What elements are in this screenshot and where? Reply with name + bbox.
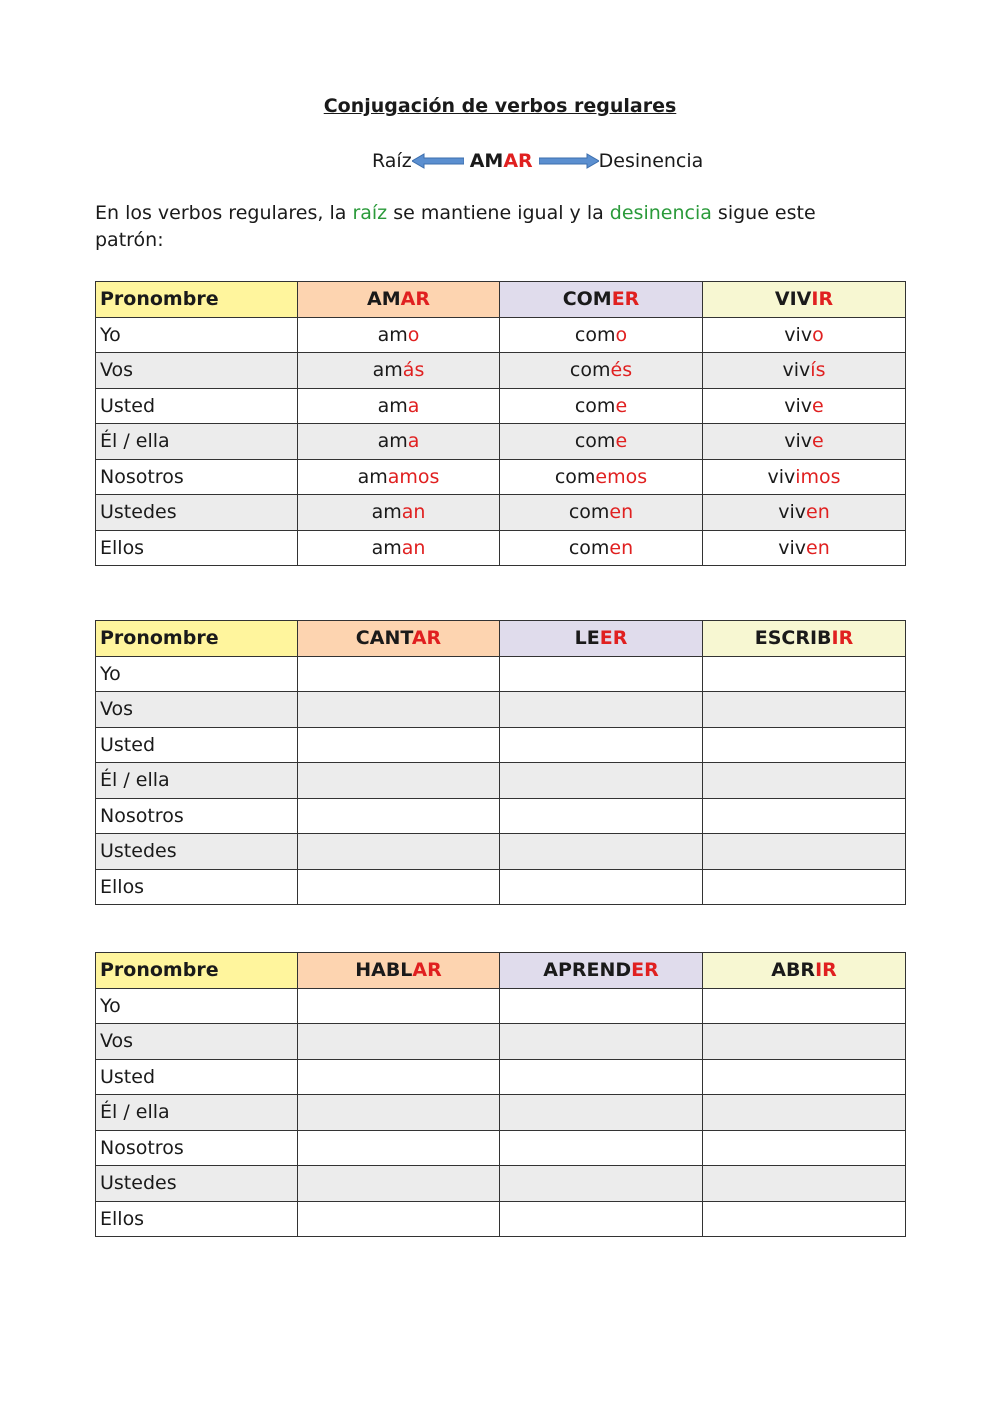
conjugation-table-example [95,281,906,566]
verb-header [703,282,906,318]
pronoun-cell: Ustedes [96,834,298,870]
pronoun-cell: Vos [96,353,298,389]
table-row [96,424,906,460]
answer-input-cell[interactable] [500,869,703,905]
answer-input-cell[interactable] [703,727,906,763]
form-root: com [554,465,596,488]
intro-text-2: se mantiene igual y la [387,202,610,224]
form-ending: o [812,323,824,346]
form-root: am [377,323,408,346]
answer-input-cell[interactable] [703,1130,906,1166]
form-ending: en [609,536,634,559]
table-row [96,1166,906,1202]
answer-input-cell[interactable] [703,656,906,692]
right-arrow-icon [539,153,599,169]
table-row [96,495,906,531]
form-ending: a [407,430,420,453]
verb-root: VIV [774,288,812,311]
conjugated-form-cell [703,530,906,566]
table-row [96,834,906,870]
form-root: com [568,536,610,559]
form-root: am [377,394,408,417]
form-ending: ís [810,359,826,382]
answer-input-cell[interactable] [703,763,906,799]
verb-root: AM [367,288,401,311]
form-root: com [574,323,616,346]
example-verb-ending: AR [503,150,533,172]
answer-input-cell[interactable] [500,1166,703,1202]
intro-highlight-ending: desinencia [609,202,712,224]
conjugated-form-cell [298,388,500,424]
answer-input-cell[interactable] [500,1201,703,1237]
pronoun-header: Pronombre [96,282,298,318]
form-ending: en [806,536,830,559]
answer-input-cell[interactable] [500,798,703,834]
conjugated-form-cell [298,530,500,566]
answer-input-cell[interactable] [500,1130,703,1166]
form-ending: an [401,501,426,524]
table-row [96,1059,906,1095]
conjugated-form-cell [500,353,703,389]
conjugated-form-cell [500,495,703,531]
form-root: am [377,430,408,453]
conjugated-form-cell [703,317,906,353]
answer-input-cell[interactable] [298,656,500,692]
form-ending: an [401,536,426,559]
form-root: viv [784,430,813,453]
pronoun-cell: Vos [96,1024,298,1060]
conjugated-form-cell [703,353,906,389]
form-root: viv [784,323,813,346]
answer-input-cell[interactable] [298,727,500,763]
conjugated-form-cell [298,459,500,495]
answer-input-cell[interactable] [703,1024,906,1060]
answer-input-cell[interactable] [298,834,500,870]
answer-input-cell[interactable] [298,1130,500,1166]
answer-input-cell[interactable] [298,1166,500,1202]
pronoun-cell: Nosotros [96,459,298,495]
form-root: am [371,501,402,524]
answer-input-cell[interactable] [703,1166,906,1202]
verb-ending: ER [611,288,640,311]
answer-input-cell[interactable] [703,798,906,834]
answer-input-cell[interactable] [703,869,906,905]
form-ending: e [615,430,628,453]
conjugated-form-cell [703,388,906,424]
table-row [96,1201,906,1237]
form-ending: o [615,323,628,346]
table-row [96,727,906,763]
verb-root: LE [574,627,600,650]
conjugation-table-exercise-2 [95,952,906,1237]
answer-input-cell[interactable] [500,988,703,1024]
conjugated-form-cell [703,424,906,460]
answer-input-cell[interactable] [298,869,500,905]
verb-root: ESCRIB [754,627,832,650]
answer-input-cell[interactable] [703,988,906,1024]
answer-input-cell[interactable] [298,988,500,1024]
conjugated-form-cell [500,424,703,460]
verb-ending: AR [400,288,430,311]
pronoun-cell: Ellos [96,530,298,566]
conjugated-form-cell [703,495,906,531]
form-ending: e [812,430,824,453]
pronoun-cell: Ellos [96,1201,298,1237]
verb-ending: IR [831,627,854,650]
intro-text-3: sigue este patrón: [95,202,816,251]
verb-header [298,282,500,318]
table-row [96,317,906,353]
pronoun-cell: Yo [96,317,298,353]
answer-input-cell[interactable] [500,656,703,692]
pronoun-cell: Él / ella [96,424,298,460]
form-ending: emos [595,465,648,488]
verb-header [703,953,906,989]
verb-root: ABR [771,959,816,982]
table-row [96,1024,906,1060]
table-row [96,353,906,389]
table-row [96,763,906,799]
pronoun-cell: Ustedes [96,1166,298,1202]
conjugated-form-cell [500,388,703,424]
pronoun-cell: Nosotros [96,1130,298,1166]
pronoun-cell: Usted [96,727,298,763]
form-ending: en [806,501,830,524]
verb-header [703,621,906,657]
answer-input-cell[interactable] [703,1059,906,1095]
form-ending: a [407,394,420,417]
conjugated-form-cell [298,353,500,389]
answer-input-cell[interactable] [500,1024,703,1060]
table-header-row [96,953,906,989]
verb-ending: AR [411,627,442,650]
verb-ending: AR [412,959,442,982]
conjugated-form-cell [298,495,500,531]
form-root: viv [778,501,807,524]
table-row [96,798,906,834]
answer-input-cell[interactable] [298,763,500,799]
verb-header [500,621,703,657]
verb-root: APREND [543,959,632,982]
verb-header [298,621,500,657]
table-row [96,1130,906,1166]
table-row [96,1095,906,1131]
pronoun-cell: Usted [96,1059,298,1095]
form-root: viv [778,536,807,559]
form-root: viv [782,359,811,382]
page-title: Conjugación de verbos regulares [323,95,677,117]
pronoun-cell: Yo [96,656,298,692]
pronoun-cell: Vos [96,692,298,728]
verb-header [500,282,703,318]
form-ending: és [610,359,633,382]
table-row [96,692,906,728]
table-row [96,530,906,566]
answer-input-cell[interactable] [500,727,703,763]
form-root: am [371,536,402,559]
conjugated-form-cell [500,317,703,353]
form-ending: amos [387,465,440,488]
pronoun-cell: Usted [96,388,298,424]
table-header-row [96,282,906,318]
answer-input-cell[interactable] [500,763,703,799]
pronoun-cell: Él / ella [96,1095,298,1131]
pronoun-cell: Él / ella [96,763,298,799]
answer-input-cell[interactable] [703,692,906,728]
example-verb-root: AM [469,150,504,172]
form-root: com [568,501,610,524]
pronoun-cell: Ustedes [96,495,298,531]
root-label: Raíz [372,150,412,172]
pronoun-cell: Yo [96,988,298,1024]
answer-input-cell[interactable] [500,1059,703,1095]
table-header-row [96,621,906,657]
verb-root: COM [562,288,612,311]
table-row [96,388,906,424]
answer-input-cell[interactable] [500,692,703,728]
conjugated-form-cell [703,459,906,495]
verb-header [298,953,500,989]
verb-header [500,953,703,989]
conjugated-form-cell [500,459,703,495]
answer-input-cell[interactable] [703,1095,906,1131]
verb-root: CANT [355,627,412,650]
answer-input-cell[interactable] [298,1201,500,1237]
table-row [96,988,906,1024]
form-ending: ás [402,359,425,382]
form-root: viv [767,465,796,488]
root-ending-diagram [372,146,703,176]
answer-input-cell[interactable] [500,834,703,870]
answer-input-cell[interactable] [298,692,500,728]
form-root: com [574,394,616,417]
ending-label: Desinencia [598,150,704,172]
pronoun-cell: Ellos [96,869,298,905]
answer-input-cell[interactable] [298,1059,500,1095]
verb-root: HABL [355,959,413,982]
form-ending: imos [795,465,841,488]
example-verb [470,150,533,172]
table-row [96,459,906,495]
form-ending: e [615,394,628,417]
pronoun-header: Pronombre [96,953,298,989]
conjugated-form-cell [500,530,703,566]
answer-input-cell[interactable] [703,1201,906,1237]
form-ending: o [407,323,420,346]
pronoun-cell: Nosotros [96,798,298,834]
table-row [96,656,906,692]
form-root: am [357,465,388,488]
verb-ending: ER [599,627,628,650]
left-arrow-icon [412,153,464,169]
answer-input-cell[interactable] [703,834,906,870]
conjugated-form-cell [298,317,500,353]
answer-input-cell[interactable] [298,798,500,834]
form-ending: e [812,394,824,417]
conjugated-form-cell [298,424,500,460]
answer-input-cell[interactable] [298,1024,500,1060]
form-root: com [574,430,616,453]
form-root: com [569,359,611,382]
table-row [96,869,906,905]
pronoun-header: Pronombre [96,621,298,657]
answer-input-cell[interactable] [500,1095,703,1131]
intro-highlight-root: raíz [352,202,388,224]
verb-ending: IR [815,959,837,982]
verb-ending: IR [811,288,834,311]
form-ending: en [609,501,634,524]
verb-ending: ER [631,959,659,982]
intro-paragraph [95,200,875,254]
conjugation-table-exercise-1 [95,620,906,905]
intro-text-1: En los verbos regulares, la [95,202,353,224]
form-root: am [372,359,403,382]
form-root: viv [784,394,813,417]
answer-input-cell[interactable] [298,1095,500,1131]
